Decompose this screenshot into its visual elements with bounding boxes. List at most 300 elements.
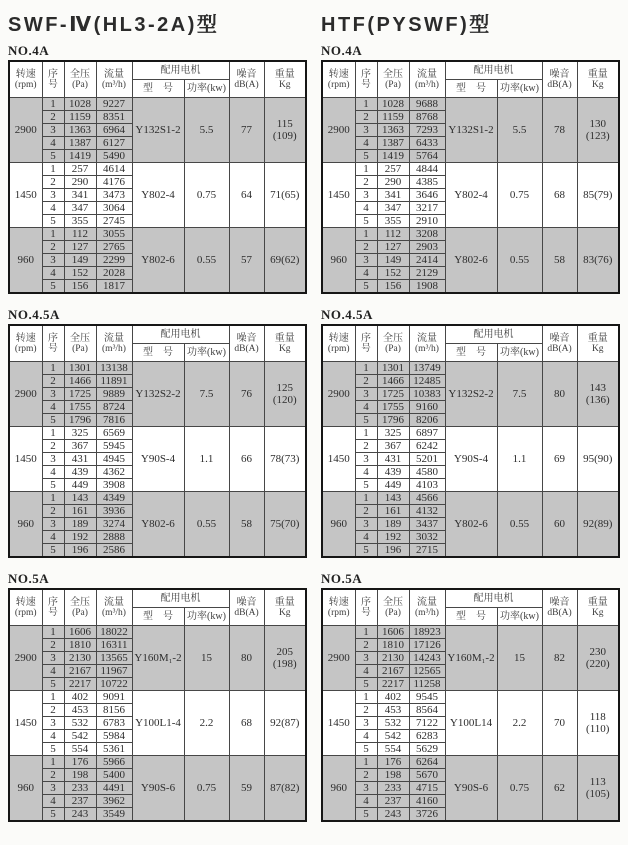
weight-cell xyxy=(577,163,619,228)
header-pressure-line2: (Pa) xyxy=(72,343,88,354)
noise-cell: 66 xyxy=(229,427,264,492)
flow-cell: 5764 xyxy=(409,150,445,163)
pressure-cell: 355 xyxy=(64,215,96,228)
seq-cell: 3 xyxy=(42,388,64,401)
power-cell: 2.2 xyxy=(184,691,229,756)
pressure-cell: 554 xyxy=(64,743,96,756)
header-flow xyxy=(96,589,132,626)
rpm-cell: 1450 xyxy=(9,427,42,492)
header-speed xyxy=(9,61,42,98)
power-cell: 7.5 xyxy=(497,362,542,427)
pressure-cell: 192 xyxy=(64,531,96,544)
header-seq-line2: 号 xyxy=(361,343,371,354)
header-seq xyxy=(42,61,64,98)
seq-cell: 4 xyxy=(42,730,64,743)
rpm-cell: 960 xyxy=(9,492,42,558)
weight-line: 87(82) xyxy=(270,782,300,794)
header-power: 功率(kw) xyxy=(184,344,229,362)
rpm-cell: 960 xyxy=(9,756,42,822)
flow-cell: 8768 xyxy=(409,111,445,124)
spec-section xyxy=(8,43,305,294)
weight-cell xyxy=(264,228,306,294)
pressure-cell: 402 xyxy=(377,691,409,704)
weight-cell xyxy=(577,626,619,691)
seq-cell: 5 xyxy=(355,414,377,427)
seq-cell: 1 xyxy=(355,362,377,375)
table-row xyxy=(9,756,306,769)
pressure-cell: 1363 xyxy=(377,124,409,137)
pressure-cell: 233 xyxy=(64,782,96,795)
pressure-cell: 2130 xyxy=(64,652,96,665)
titles-row xyxy=(8,8,618,37)
header-flow-line2: (m³/h) xyxy=(415,607,439,618)
header-flow-line1: 流量 xyxy=(417,596,437,608)
spec-table xyxy=(321,60,620,294)
flow-cell: 3064 xyxy=(96,202,132,215)
pressure-cell: 431 xyxy=(377,453,409,466)
spec-table xyxy=(8,60,307,294)
power-cell: 0.55 xyxy=(184,228,229,294)
pressure-cell: 439 xyxy=(377,466,409,479)
header-motor-group: 配用电机 xyxy=(132,325,229,344)
header-noise xyxy=(542,61,577,98)
header-seq-line1: 序 xyxy=(361,596,371,608)
header-pressure-line2: (Pa) xyxy=(385,343,401,354)
weight-line: 205 xyxy=(276,646,293,658)
flow-cell: 2299 xyxy=(96,254,132,267)
pressure-cell: 449 xyxy=(377,479,409,492)
seq-cell: 2 xyxy=(355,704,377,717)
pressure-cell: 2217 xyxy=(377,678,409,691)
table-row xyxy=(9,228,306,241)
weight-line: 143 xyxy=(589,382,606,394)
seq-cell: 4 xyxy=(42,137,64,150)
flow-cell: 9091 xyxy=(96,691,132,704)
weight-cell xyxy=(264,492,306,558)
motor-model-cell: Y802-4 xyxy=(445,163,497,228)
flow-cell: 3726 xyxy=(409,808,445,822)
flow-cell: 2765 xyxy=(96,241,132,254)
header-flow-line1: 流量 xyxy=(104,596,124,608)
pressure-cell: 1419 xyxy=(64,150,96,163)
header-speed-line2: (rpm) xyxy=(14,607,37,618)
weight-line: (105) xyxy=(585,788,610,800)
rpm-cell: 2900 xyxy=(322,362,355,427)
pressure-cell: 149 xyxy=(377,254,409,267)
table-row xyxy=(9,98,306,111)
seq-cell: 5 xyxy=(42,215,64,228)
flow-cell: 6783 xyxy=(96,717,132,730)
table-row xyxy=(9,427,306,440)
rpm-cell: 1450 xyxy=(9,691,42,756)
seq-cell: 1 xyxy=(355,98,377,111)
flow-cell: 2888 xyxy=(96,531,132,544)
flow-cell: 4103 xyxy=(409,479,445,492)
pressure-cell: 127 xyxy=(64,241,96,254)
header-speed-line2: (rpm) xyxy=(327,79,350,90)
seq-cell: 4 xyxy=(355,202,377,215)
pressure-cell: 1159 xyxy=(64,111,96,124)
header-weight-line1: 重量 xyxy=(587,596,608,608)
header-motor-group: 配用电机 xyxy=(132,61,229,80)
pressure-cell: 1606 xyxy=(64,626,96,639)
pressure-cell: 1387 xyxy=(64,137,96,150)
noise-cell: 82 xyxy=(542,626,577,691)
header-flow-line2: (m³/h) xyxy=(102,343,126,354)
header-weight-line2: Kg xyxy=(278,607,291,618)
weight-line: 95(90) xyxy=(583,453,613,465)
noise-cell: 76 xyxy=(229,362,264,427)
header-pressure-line1: 全压 xyxy=(70,332,90,344)
rpm-cell: 960 xyxy=(322,492,355,558)
seq-cell: 4 xyxy=(355,795,377,808)
header-model: 型 号 xyxy=(132,344,184,362)
header-power: 功率(kw) xyxy=(497,80,542,98)
header-weight-line2: Kg xyxy=(278,79,291,90)
weight-line: 115 xyxy=(276,118,293,130)
seq-cell: 4 xyxy=(42,202,64,215)
weight-cell xyxy=(264,626,306,691)
weight-cell xyxy=(577,756,619,822)
weight-cell xyxy=(577,362,619,427)
header-pressure xyxy=(64,325,96,362)
table-row xyxy=(322,362,619,375)
pressure-cell: 196 xyxy=(64,544,96,558)
seq-cell: 4 xyxy=(42,795,64,808)
noise-cell: 78 xyxy=(542,98,577,163)
pressure-cell: 1387 xyxy=(377,137,409,150)
pressure-cell: 290 xyxy=(64,176,96,189)
weight-line: 78(73) xyxy=(270,453,300,465)
header-speed xyxy=(322,61,355,98)
flow-cell: 4132 xyxy=(409,505,445,518)
header-model: 型 号 xyxy=(132,80,184,98)
seq-cell: 2 xyxy=(355,375,377,388)
noise-cell: 68 xyxy=(229,691,264,756)
pressure-cell: 1419 xyxy=(377,150,409,163)
pressure-cell: 161 xyxy=(377,505,409,518)
power-cell: 2.2 xyxy=(497,691,542,756)
rpm-cell: 1450 xyxy=(322,427,355,492)
header-weight xyxy=(577,61,619,98)
header-pressure xyxy=(377,589,409,626)
rpm-cell: 2900 xyxy=(9,362,42,427)
header-flow xyxy=(409,325,445,362)
seq-cell: 2 xyxy=(42,241,64,254)
flow-cell: 5629 xyxy=(409,743,445,756)
motor-model-cell: Y802-6 xyxy=(132,492,184,558)
header-weight-line2: Kg xyxy=(591,79,604,90)
header-flow-line1: 流量 xyxy=(104,68,124,80)
seq-cell: 3 xyxy=(42,652,64,665)
pressure-cell: 532 xyxy=(377,717,409,730)
weight-cell xyxy=(264,163,306,228)
header-weight-line1: 重量 xyxy=(587,68,608,80)
pressure-cell: 237 xyxy=(377,795,409,808)
noise-cell: 80 xyxy=(542,362,577,427)
pressure-cell: 1028 xyxy=(377,98,409,111)
flow-cell: 8156 xyxy=(96,704,132,717)
header-flow xyxy=(409,589,445,626)
flow-cell: 5400 xyxy=(96,769,132,782)
table-row xyxy=(322,163,619,176)
seq-cell: 4 xyxy=(42,267,64,280)
header-power: 功率(kw) xyxy=(497,344,542,362)
header-seq-line1: 序 xyxy=(361,332,371,344)
power-cell: 0.55 xyxy=(497,228,542,294)
seq-cell: 1 xyxy=(42,362,64,375)
flow-cell: 2910 xyxy=(409,215,445,228)
noise-cell: 69 xyxy=(542,427,577,492)
pressure-cell: 233 xyxy=(377,782,409,795)
flow-cell: 5984 xyxy=(96,730,132,743)
header-speed-line2: (rpm) xyxy=(327,343,350,354)
seq-cell: 1 xyxy=(355,228,377,241)
seq-cell: 4 xyxy=(355,137,377,150)
flow-cell: 3217 xyxy=(409,202,445,215)
flow-cell: 11967 xyxy=(96,665,132,678)
weight-line: (109) xyxy=(272,130,297,142)
header-pressure-line2: (Pa) xyxy=(72,607,88,618)
seq-cell: 3 xyxy=(355,124,377,137)
pressure-cell: 198 xyxy=(377,769,409,782)
pressure-cell: 2217 xyxy=(64,678,96,691)
seq-cell: 5 xyxy=(355,743,377,756)
header-pressure xyxy=(64,61,96,98)
motor-model-cell: Y90S-4 xyxy=(132,427,184,492)
spec-section xyxy=(321,307,618,558)
pressure-cell: 1028 xyxy=(64,98,96,111)
header-power: 功率(kw) xyxy=(184,80,229,98)
seq-cell: 5 xyxy=(42,150,64,163)
seq-cell: 3 xyxy=(42,254,64,267)
flow-cell: 7122 xyxy=(409,717,445,730)
header-motor-group: 配用电机 xyxy=(445,61,542,80)
seq-cell: 3 xyxy=(355,189,377,202)
pressure-cell: 1755 xyxy=(64,401,96,414)
weight-cell xyxy=(264,427,306,492)
table-row xyxy=(322,626,619,639)
pressure-cell: 542 xyxy=(64,730,96,743)
header-speed xyxy=(322,589,355,626)
pressure-cell: 453 xyxy=(64,704,96,717)
rpm-cell: 2900 xyxy=(322,626,355,691)
header-weight-line1: 重量 xyxy=(274,68,295,80)
header-noise-line1: 噪音 xyxy=(549,596,570,608)
weight-line: (198) xyxy=(272,658,297,670)
header-flow-line2: (m³/h) xyxy=(102,607,126,618)
seq-cell: 5 xyxy=(355,808,377,822)
flow-cell: 18923 xyxy=(409,626,445,639)
header-weight xyxy=(264,589,306,626)
flow-cell: 8564 xyxy=(409,704,445,717)
flow-cell: 10722 xyxy=(96,678,132,691)
flow-cell: 3549 xyxy=(96,808,132,822)
header-weight-line1: 重量 xyxy=(274,332,295,344)
motor-model-cell: Y160M₁-2 xyxy=(132,626,184,691)
spec-tables-grid xyxy=(8,43,618,822)
weight-line: 92(87) xyxy=(270,717,300,729)
power-cell: 0.55 xyxy=(497,492,542,558)
weight-line: 230 xyxy=(589,646,606,658)
pressure-cell: 1606 xyxy=(377,626,409,639)
header-model: 型 号 xyxy=(132,608,184,626)
header-pressure-line1: 全压 xyxy=(70,68,90,80)
pressure-cell: 367 xyxy=(64,440,96,453)
flow-cell: 9889 xyxy=(96,388,132,401)
seq-cell: 5 xyxy=(42,743,64,756)
motor-model-cell: Y802-6 xyxy=(445,492,497,558)
seq-cell: 2 xyxy=(42,704,64,717)
header-power: 功率(kw) xyxy=(184,608,229,626)
flow-cell: 2586 xyxy=(96,544,132,558)
seq-cell: 2 xyxy=(42,769,64,782)
table-row xyxy=(322,228,619,241)
table-row xyxy=(9,492,306,505)
pressure-cell: 237 xyxy=(64,795,96,808)
weight-line: (120) xyxy=(272,394,297,406)
pressure-cell: 439 xyxy=(64,466,96,479)
pressure-cell: 243 xyxy=(64,808,96,822)
noise-cell: 68 xyxy=(542,163,577,228)
header-speed xyxy=(9,325,42,362)
table-row xyxy=(9,691,306,704)
header-seq xyxy=(355,61,377,98)
seq-cell: 2 xyxy=(355,176,377,189)
header-pressure-line2: (Pa) xyxy=(72,79,88,90)
power-cell: 0.55 xyxy=(184,492,229,558)
pressure-cell: 449 xyxy=(64,479,96,492)
flow-cell: 5490 xyxy=(96,150,132,163)
pressure-cell: 325 xyxy=(64,427,96,440)
header-flow xyxy=(409,61,445,98)
noise-cell: 77 xyxy=(229,98,264,163)
weight-cell xyxy=(577,691,619,756)
seq-cell: 4 xyxy=(355,267,377,280)
noise-cell: 80 xyxy=(229,626,264,691)
spec-section xyxy=(8,307,305,558)
seq-cell: 3 xyxy=(42,717,64,730)
seq-cell: 1 xyxy=(355,427,377,440)
flow-cell: 4945 xyxy=(96,453,132,466)
header-noise xyxy=(542,325,577,362)
flow-cell: 4160 xyxy=(409,795,445,808)
header-noise-line1: 噪音 xyxy=(549,332,570,344)
pressure-cell: 1796 xyxy=(377,414,409,427)
flow-cell: 4844 xyxy=(409,163,445,176)
pressure-cell: 341 xyxy=(377,189,409,202)
header-noise-line1: 噪音 xyxy=(236,68,257,80)
seq-cell: 4 xyxy=(355,665,377,678)
rpm-cell: 2900 xyxy=(322,98,355,163)
seq-cell: 1 xyxy=(355,492,377,505)
flow-cell: 4614 xyxy=(96,163,132,176)
header-speed xyxy=(322,325,355,362)
noise-cell: 58 xyxy=(229,492,264,558)
seq-cell: 5 xyxy=(355,150,377,163)
header-pressure xyxy=(64,589,96,626)
header-weight-line2: Kg xyxy=(278,343,291,354)
pressure-cell: 127 xyxy=(377,241,409,254)
table-row xyxy=(9,163,306,176)
header-model: 型 号 xyxy=(445,344,497,362)
pressure-cell: 143 xyxy=(377,492,409,505)
noise-cell: 57 xyxy=(229,228,264,294)
flow-cell: 13565 xyxy=(96,652,132,665)
pressure-cell: 1363 xyxy=(64,124,96,137)
header-speed-line1: 转速 xyxy=(15,68,36,80)
header-seq xyxy=(42,589,64,626)
header-speed-line1: 转速 xyxy=(328,68,349,80)
flow-cell: 2028 xyxy=(96,267,132,280)
seq-cell: 3 xyxy=(42,189,64,202)
header-pressure xyxy=(377,61,409,98)
flow-cell: 6283 xyxy=(409,730,445,743)
pressure-cell: 347 xyxy=(64,202,96,215)
header-seq-line1: 序 xyxy=(361,68,371,80)
seq-cell: 2 xyxy=(355,769,377,782)
power-cell: 0.75 xyxy=(184,756,229,822)
pressure-cell: 192 xyxy=(377,531,409,544)
weight-line: (220) xyxy=(585,658,610,670)
motor-model-cell: Y132S2-2 xyxy=(445,362,497,427)
spec-section xyxy=(321,43,618,294)
pressure-cell: 367 xyxy=(377,440,409,453)
header-seq xyxy=(355,325,377,362)
header-noise xyxy=(229,61,264,98)
rpm-cell: 1450 xyxy=(9,163,42,228)
header-seq-line1: 序 xyxy=(48,68,58,80)
motor-model-cell: Y90S-4 xyxy=(445,427,497,492)
header-seq-line2: 号 xyxy=(361,607,371,618)
header-weight-line2: Kg xyxy=(591,607,604,618)
weight-cell xyxy=(577,98,619,163)
table-row xyxy=(9,362,306,375)
flow-cell: 3962 xyxy=(96,795,132,808)
pressure-cell: 1301 xyxy=(64,362,96,375)
seq-cell: 4 xyxy=(355,466,377,479)
header-pressure-line1: 全压 xyxy=(383,596,403,608)
header-seq xyxy=(355,589,377,626)
flow-cell: 9688 xyxy=(409,98,445,111)
weight-line: 113 xyxy=(589,776,606,788)
flow-cell: 3437 xyxy=(409,518,445,531)
flow-cell: 4349 xyxy=(96,492,132,505)
weight-line: (136) xyxy=(585,394,610,406)
weight-cell xyxy=(264,691,306,756)
power-cell: 5.5 xyxy=(184,98,229,163)
weight-cell xyxy=(264,756,306,822)
seq-cell: 2 xyxy=(42,440,64,453)
header-model: 型 号 xyxy=(445,608,497,626)
pressure-cell: 1725 xyxy=(377,388,409,401)
motor-model-cell: Y100L14 xyxy=(445,691,497,756)
seq-cell: 3 xyxy=(355,782,377,795)
pressure-cell: 1159 xyxy=(377,111,409,124)
pressure-cell: 355 xyxy=(377,215,409,228)
flow-cell: 6569 xyxy=(96,427,132,440)
header-weight xyxy=(264,325,306,362)
motor-model-cell: Y100L1-4 xyxy=(132,691,184,756)
pressure-cell: 347 xyxy=(377,202,409,215)
header-weight-line1: 重量 xyxy=(587,332,608,344)
seq-cell: 3 xyxy=(355,388,377,401)
seq-cell: 1 xyxy=(355,163,377,176)
pressure-cell: 149 xyxy=(64,254,96,267)
weight-line: 83(76) xyxy=(583,254,613,266)
power-cell: 1.1 xyxy=(184,427,229,492)
seq-cell: 5 xyxy=(42,544,64,558)
